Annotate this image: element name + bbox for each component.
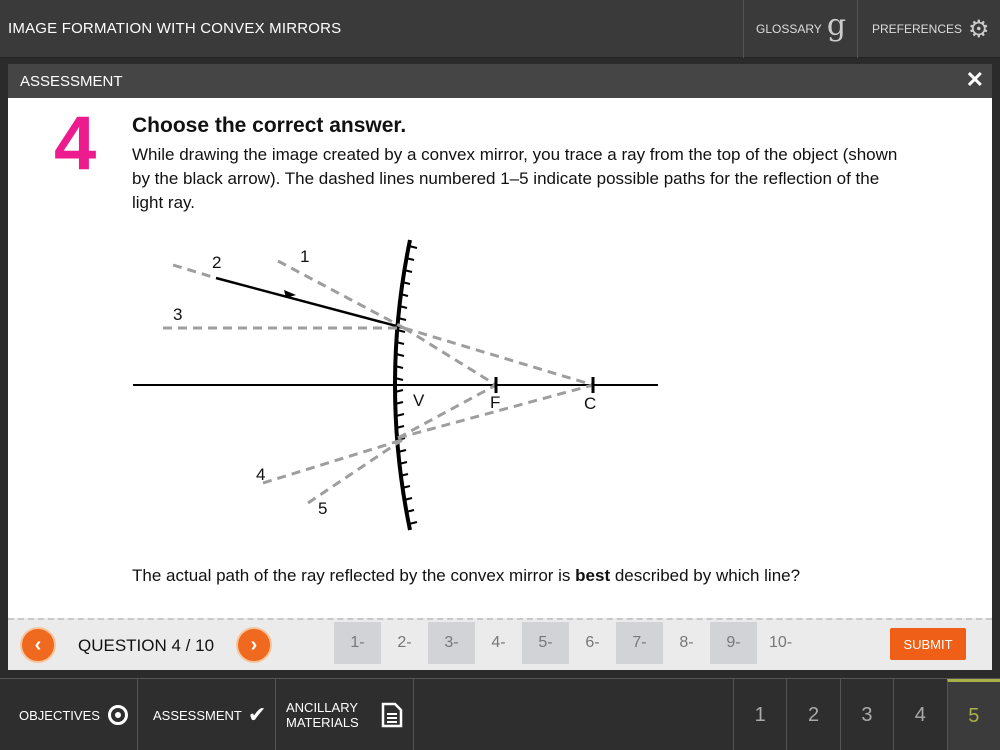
question-chip-3[interactable]: 3- [428, 622, 475, 664]
section-tab-2[interactable]: 2 [786, 679, 839, 750]
section-tab-3[interactable]: 3 [840, 679, 893, 750]
question-heading: Choose the correct answer. [132, 114, 407, 137]
question-chip-10[interactable]: 10- [768, 634, 793, 651]
dashed-line-2 [173, 265, 216, 278]
dashed-reflect-c-top [404, 328, 593, 385]
checkmark-icon: ✔ [247, 702, 267, 727]
glossary-button[interactable] [743, 0, 857, 58]
question-chip-7[interactable]: 7- [616, 622, 663, 664]
assessment-modal-header [8, 64, 992, 98]
question-nav-bar [8, 618, 992, 670]
question-counter: QUESTION 4 / 10 [78, 636, 215, 655]
modal-title: ASSESSMENT [20, 73, 123, 90]
question-number: 4 [54, 101, 97, 186]
question-chip-2[interactable]: 2- [397, 634, 412, 651]
app-title: IMAGE FORMATION WITH CONVEX MIRRORS [8, 20, 342, 37]
question-chip-9[interactable]: 9- [710, 622, 757, 664]
question-chip-8[interactable]: 8- [679, 634, 694, 651]
dashed-reflect-f-top [404, 328, 496, 385]
question-chips [334, 622, 804, 664]
glossary-icon: g [826, 7, 847, 43]
target-icon [108, 705, 128, 725]
ancillary-label [286, 700, 359, 730]
top-bar [0, 0, 1000, 58]
dashed-line-1 [278, 261, 404, 328]
assessment-button[interactable] [138, 679, 276, 750]
document-icon [381, 702, 403, 728]
question-panel [8, 98, 992, 618]
label-1: 1 [300, 247, 310, 266]
prompt-before: The actual path of the ray reflected by the convex mirror is [132, 566, 576, 585]
section-tab-5[interactable]: 5 [947, 679, 1000, 750]
prompt-bold: best [575, 566, 611, 585]
question-chip-4[interactable]: 4- [491, 634, 506, 651]
label-vertex: V [413, 391, 425, 410]
question-prompt [132, 566, 800, 586]
submit-button[interactable]: SUBMIT [890, 628, 966, 660]
question-chip-6[interactable]: 6- [585, 634, 600, 651]
label-focus: F [490, 393, 501, 412]
prompt-after: described by which line? [610, 566, 801, 585]
label-3: 3 [173, 305, 183, 324]
glossary-label: GLOSSARY [756, 22, 822, 36]
gear-icon: ⚙ [968, 15, 990, 43]
ray-arrowhead [284, 290, 296, 298]
section-tabs [733, 679, 1000, 750]
label-5: 5 [318, 499, 328, 518]
preferences-label: PREFERENCES [872, 22, 963, 36]
next-question-button[interactable]: › [236, 627, 272, 663]
dashed-paths [163, 261, 593, 503]
label-4: 4 [256, 465, 266, 484]
dashed-line-5 [308, 440, 402, 503]
close-icon[interactable]: ✕ [965, 67, 984, 92]
dashed-line-4 [263, 440, 402, 483]
objectives-button[interactable] [0, 679, 138, 750]
section-tab-4[interactable]: 4 [893, 679, 946, 750]
ancillary-materials-button[interactable] [276, 679, 414, 750]
question-chip-1[interactable]: 1- [334, 622, 381, 664]
convex-mirror-diagram [128, 228, 688, 548]
ancillary-label-line1: ANCILLARY [286, 700, 359, 715]
question-text: While drawing the image created by a convex mirror, you trace a ray from the top of the object (shown by the black arrow). The dashed lines numbered 1–5 indicate possible paths for the reflection of the light ray. [132, 145, 898, 212]
question-chip-5[interactable]: 5- [522, 622, 569, 664]
assessment-label: ASSESSMENT [153, 707, 242, 723]
objectives-label: OBJECTIVES [19, 707, 100, 723]
section-tab-1[interactable]: 1 [733, 679, 786, 750]
bottom-bar [0, 678, 1000, 750]
label-2: 2 [212, 253, 222, 272]
incident-ray [216, 278, 404, 328]
ancillary-label-line2: MATERIALS [286, 715, 359, 730]
previous-question-button[interactable]: ‹ [20, 627, 56, 663]
label-center: C [584, 394, 597, 413]
preferences-button[interactable] [857, 0, 1000, 58]
